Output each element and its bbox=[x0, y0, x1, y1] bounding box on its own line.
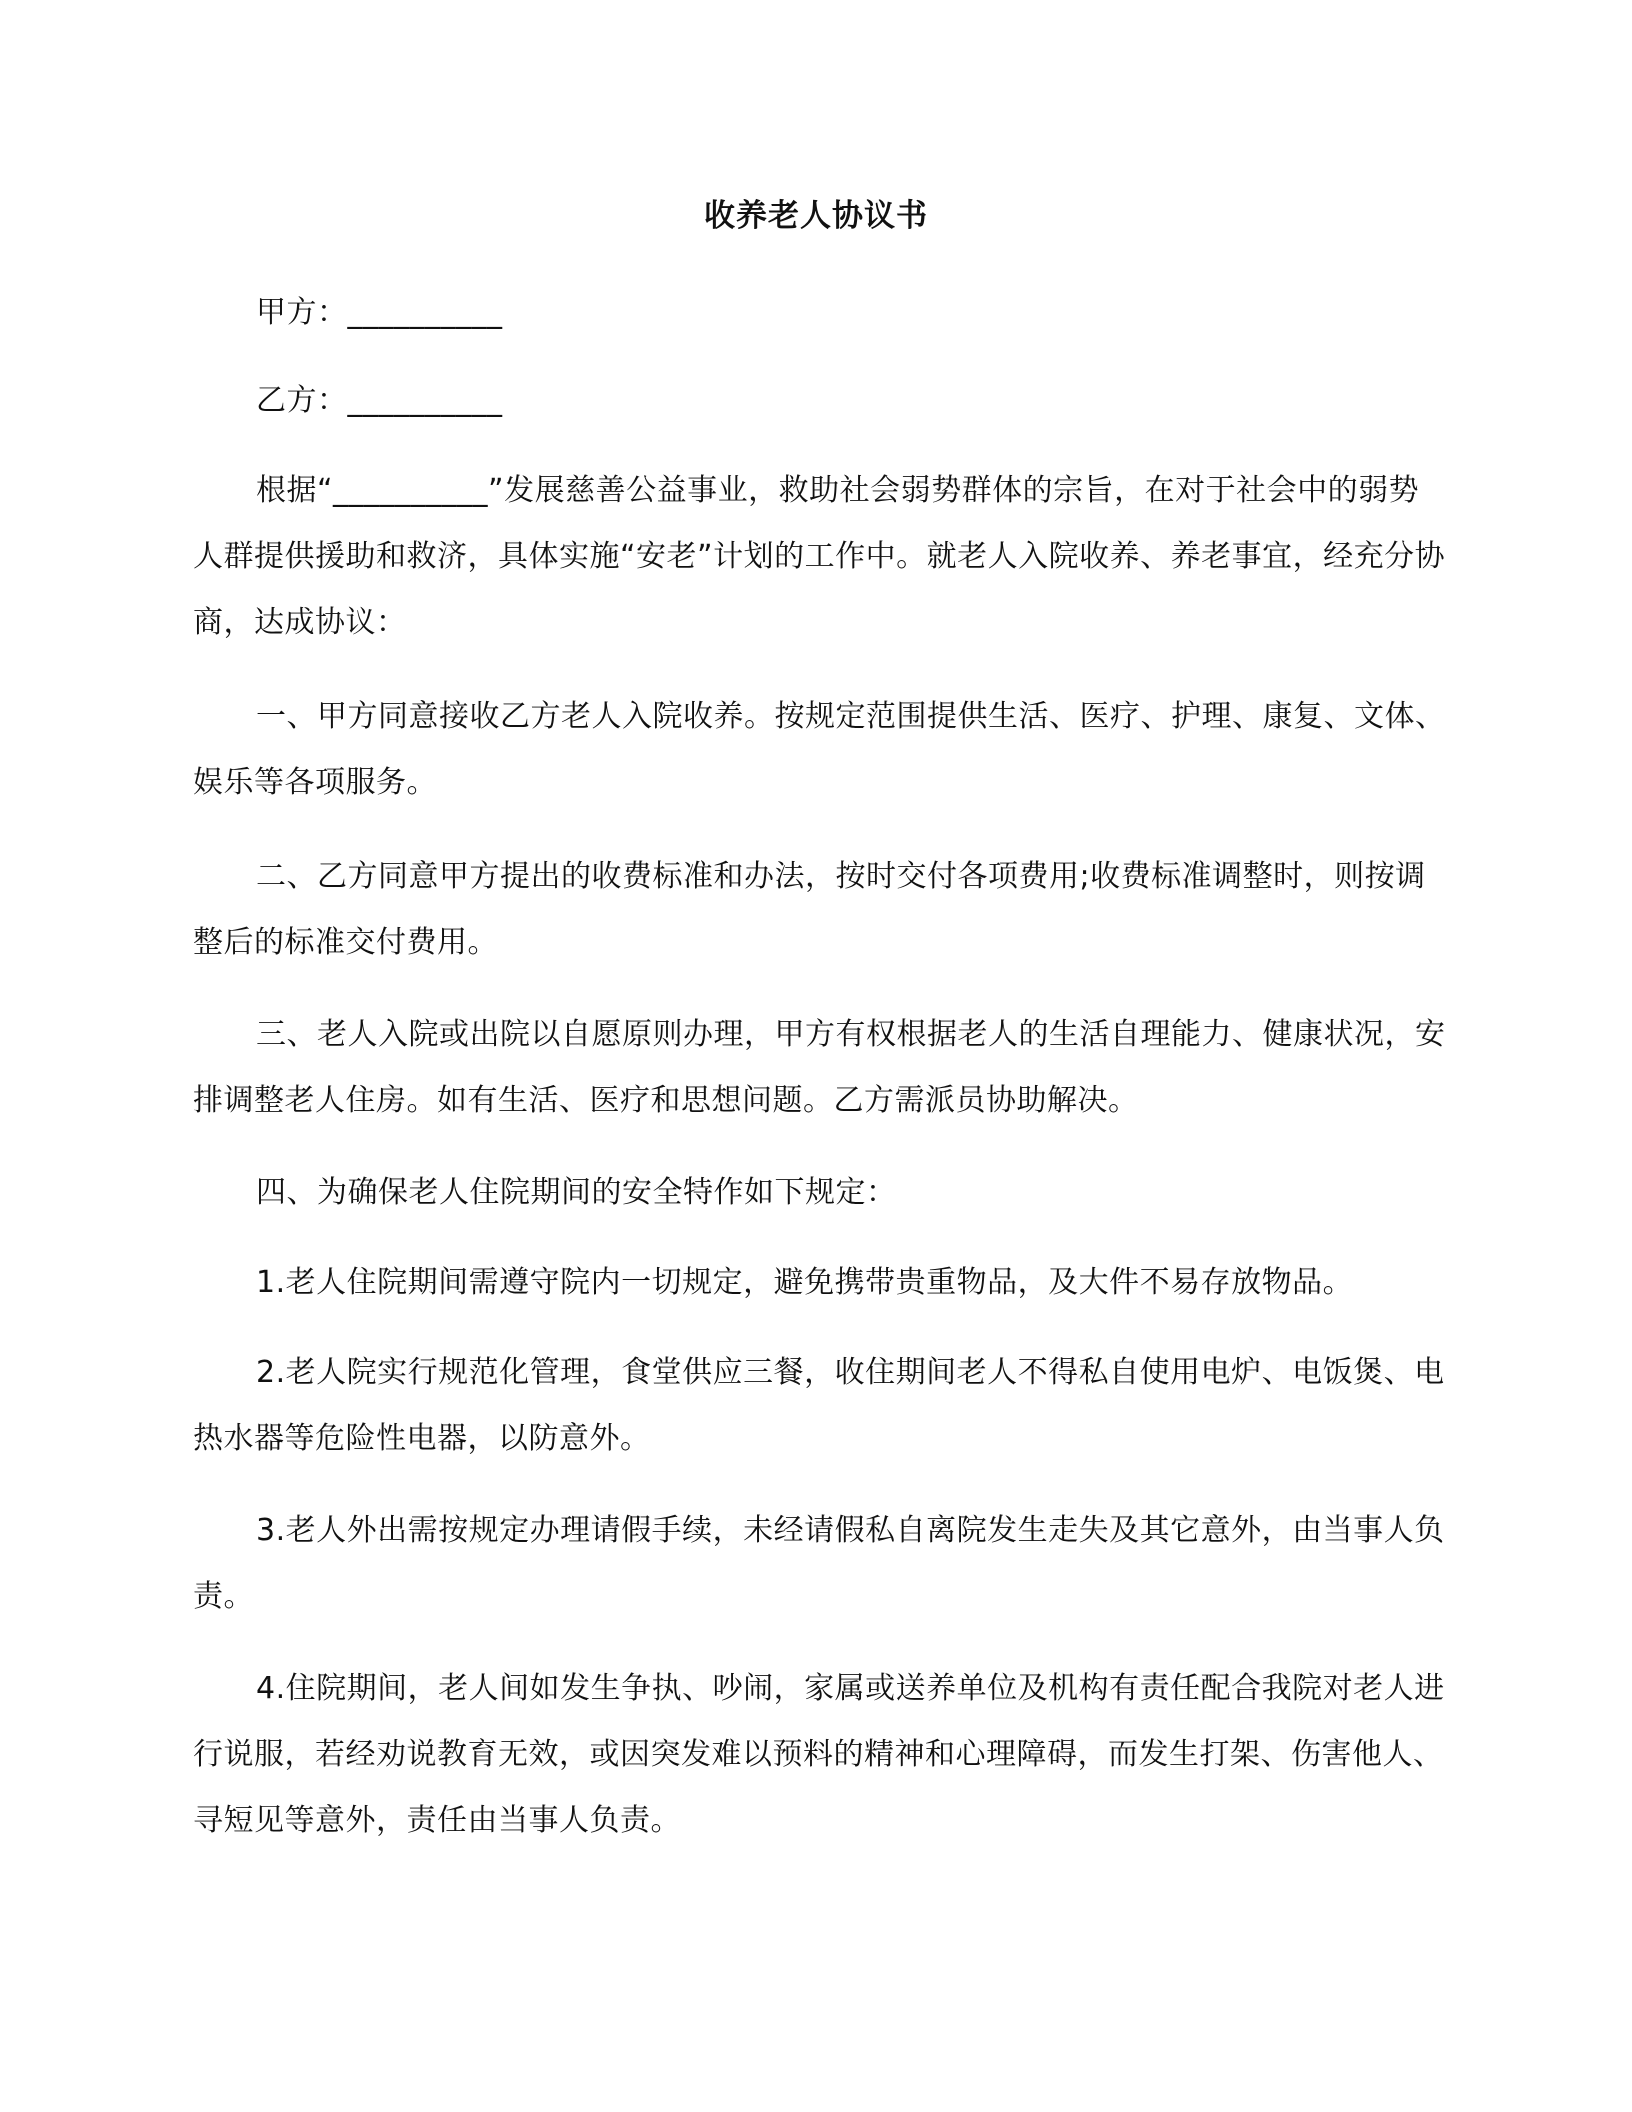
rule-3-text: 3.老人外出需按规定办理请假手续，未经请假私自离院发生走失及其它意外，由当事人负责。 bbox=[193, 1513, 1445, 1614]
party-a-text: 甲方：__________ bbox=[256, 295, 503, 330]
clause-paragraph bbox=[193, 684, 1448, 816]
party-b-line bbox=[193, 368, 1448, 434]
rule-paragraph bbox=[193, 1656, 1448, 1854]
document-title: 收养老人协议书 bbox=[704, 198, 928, 234]
clause-1-text: 一、甲方同意接收乙方老人入院收养。按规定范围提供生活、医疗、护理、康复、文体、娱乐等各项服务。 bbox=[193, 699, 1446, 800]
party-b-text: 乙方：__________ bbox=[256, 383, 503, 418]
clause-4-text: 四、为确保老人住院期间的安全特作如下规定： bbox=[256, 1175, 897, 1210]
rule-paragraph bbox=[193, 1340, 1448, 1472]
rule-paragraph bbox=[193, 1250, 1448, 1316]
clause-paragraph bbox=[193, 1160, 1448, 1226]
preamble-text: 根据“__________”发展慈善公益事业，救助社会弱势群体的宗旨，在对于社会中的弱势人群提供援助和救济，具体实施“安老”计划的工作中。就老人入院收养、养老事宜，经充分协商，达成协议： bbox=[193, 473, 1446, 640]
clause-3-text: 三、老人入院或出院以自愿原则办理，甲方有权根据老人的生活自理能力、健康状况，安排调整老人住房。如有生活、医疗和思想问题。乙方需派员协助解决。 bbox=[193, 1017, 1446, 1118]
preamble-paragraph bbox=[193, 458, 1448, 656]
rule-2-text: 2.老人院实行规范化管理，食堂供应三餐，收住期间老人不得私自使用电炉、电饭煲、电热水器等危险性电器，以防意外。 bbox=[193, 1355, 1445, 1456]
clause-paragraph bbox=[193, 844, 1448, 976]
party-a-line bbox=[193, 280, 1448, 346]
rule-1-text: 1.老人住院期间需遵守院内一切规定，避免携带贵重物品，及大件不易存放物品。 bbox=[256, 1265, 1354, 1300]
clause-2-text: 二、乙方同意甲方提出的收费标准和办法，按时交付各项费用;收费标准调整时，则按调整后的标准交付费用。 bbox=[193, 859, 1426, 960]
rule-4-text: 4.住院期间，老人间如发生争执、吵闹，家属或送养单位及机构有责任配合我院对老人进行说服，若经劝说教育无效，或因突发难以预料的精神和心理障碍，而发生打架、伤害他人、寻短见等意外，责任由当事人负责。 bbox=[193, 1671, 1445, 1838]
clause-paragraph bbox=[193, 1002, 1448, 1134]
rule-paragraph bbox=[193, 1498, 1448, 1630]
